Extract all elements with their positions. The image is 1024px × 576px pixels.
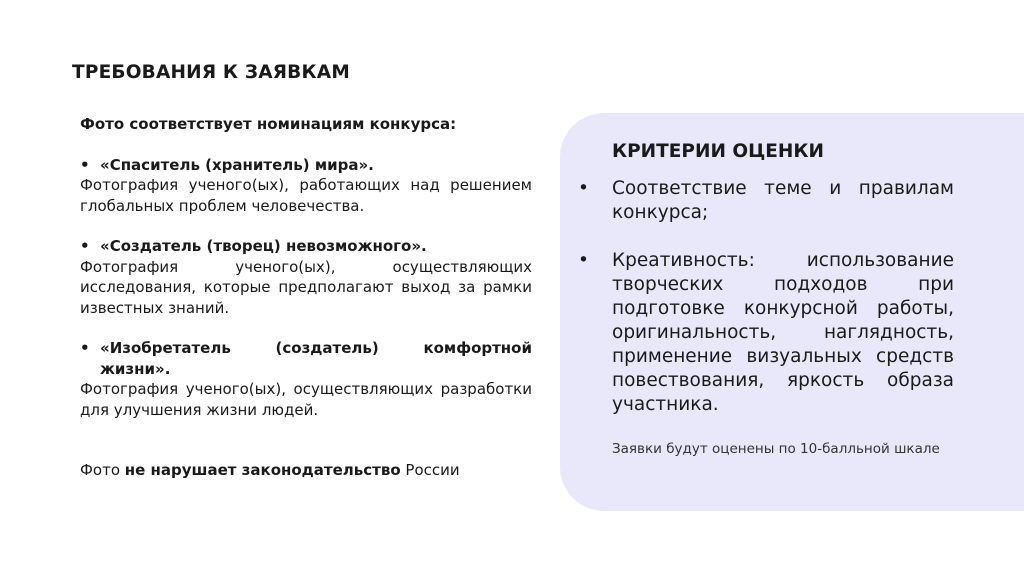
- legal-requirement-bold: не нарушает законодательство: [124, 461, 401, 479]
- nomination-heading: [80, 338, 532, 359]
- nomination-description: Фотография ученого(ых), осуществляющих разработки для улучшения жизни людей.: [80, 380, 532, 419]
- legal-requirement-pre: Фото: [80, 461, 125, 479]
- nomination-name: «Спаситель (хранитель) мира».: [100, 155, 374, 174]
- bullet-icon: •: [578, 250, 589, 271]
- nomination-description: Фотография ученого(ых), осуществляющих исследования, которые предполагают выход за рамки известных знаний.: [80, 257, 532, 317]
- criteria-panel: [560, 113, 1024, 511]
- page-title: ТРЕБОВАНИЯ К ЗАЯВКАМ: [72, 62, 350, 83]
- nomination-item: [80, 236, 532, 318]
- nomination-heading: [80, 236, 532, 257]
- nomination-name: «Создатель (творец) невозможного».: [100, 237, 427, 255]
- bullet-icon: •: [80, 339, 90, 357]
- criteria-text: Креативность: использование творческих подходов при подготовке конкурсной работы, оригинальность, наглядность, применение визуальных средств повествования, яркость образа участника.: [612, 250, 954, 415]
- nomination-item: [80, 155, 532, 217]
- bullet-icon: •: [578, 178, 589, 199]
- criteria-text: Соответствие теме и правилам конкурса;: [612, 178, 954, 223]
- legal-requirement: [80, 460, 532, 481]
- nomination-name-line2: жизни».: [100, 359, 171, 378]
- nominations-intro: Фото соответствует номинациям конкурса:: [80, 115, 457, 133]
- criteria-list: [578, 177, 954, 441]
- criteria-item: [578, 249, 954, 417]
- criteria-item: [578, 177, 954, 225]
- legal-requirement-post: России: [400, 461, 460, 479]
- requirements-section: [80, 114, 532, 496]
- bullet-icon: •: [80, 155, 90, 174]
- bullet-icon: •: [80, 237, 90, 255]
- scoring-note: Заявки будут оценены по 10-балльной шкале: [612, 441, 940, 457]
- criteria-title: КРИТЕРИИ ОЦЕНКИ: [612, 141, 825, 162]
- nomination-heading: [80, 155, 532, 176]
- nomination-description: Фотография ученого(ых), работающих над решением глобальных проблем человечества.: [80, 176, 532, 215]
- nomination-item: [80, 338, 532, 420]
- nomination-name: «Изобретатель (создатель) комфортной: [100, 339, 532, 357]
- nomination-heading-continued: [80, 359, 532, 380]
